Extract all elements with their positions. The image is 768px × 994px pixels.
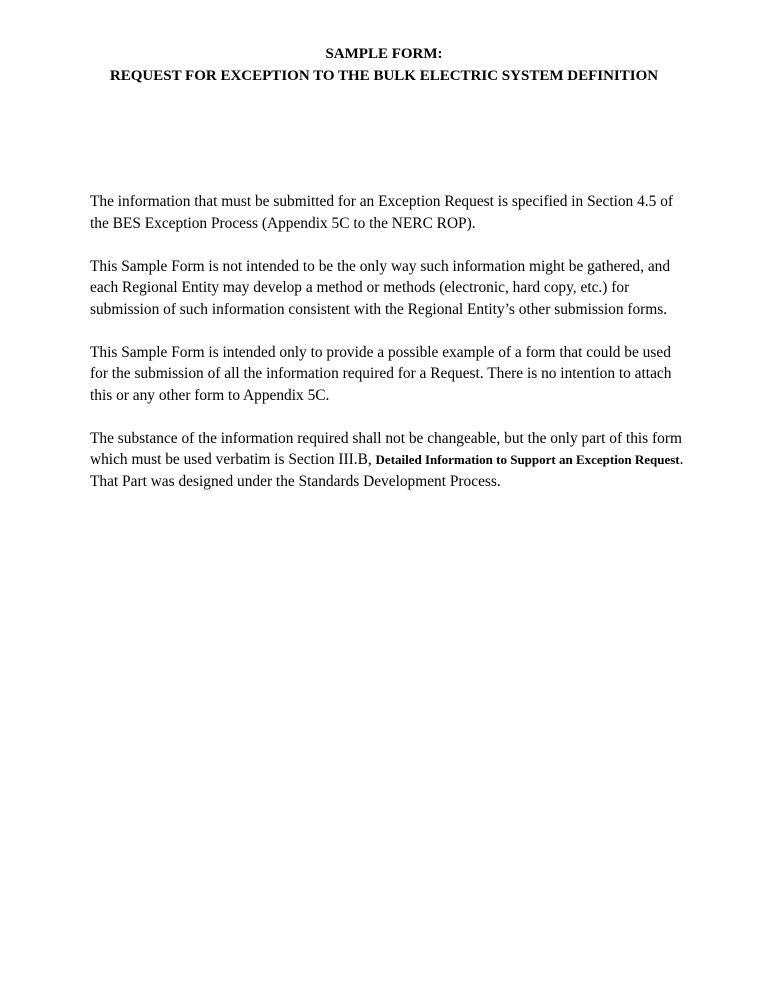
paragraph-1: The information that must be submitted for an Exception Request is specified in Section 4.5 of the BES Exception Process (Appendix 5C to the NERC ROP).	[90, 193, 674, 232]
page-title	[0, 43, 768, 87]
paragraph-2: This Sample Form is not intended to be the only way such information might be gathered, and each Regional Entity may develop a method or methods (electronic, hard copy, etc.) for submission of such information consistent with the Regional Entity’s other submission forms.	[90, 257, 671, 318]
paragraph-3: This Sample Form is intended only to provide a possible example of a form that could be used for the submission of all the information required for a Request. There is no intention to attach this or any other form to Appendix 5C.	[90, 343, 672, 404]
paragraph-4-prefix: The substance of the information required shall not be changeable, but the only part of this form which must be used verbatim is Section III.B,	[90, 429, 682, 468]
paragraph-4-suffix: . That Part was designed under the Standards Development Process.	[90, 451, 684, 490]
paragraph-4	[90, 428, 690, 493]
title-line-1: SAMPLE FORM:	[325, 46, 443, 62]
title-line-2: REQUEST FOR EXCEPTION TO THE BULK ELECTRIC SYSTEM DEFINITION	[109, 68, 659, 84]
document-body	[90, 191, 690, 514]
section-reference-bold: Detailed Information to Support an Exception Request	[375, 452, 680, 467]
